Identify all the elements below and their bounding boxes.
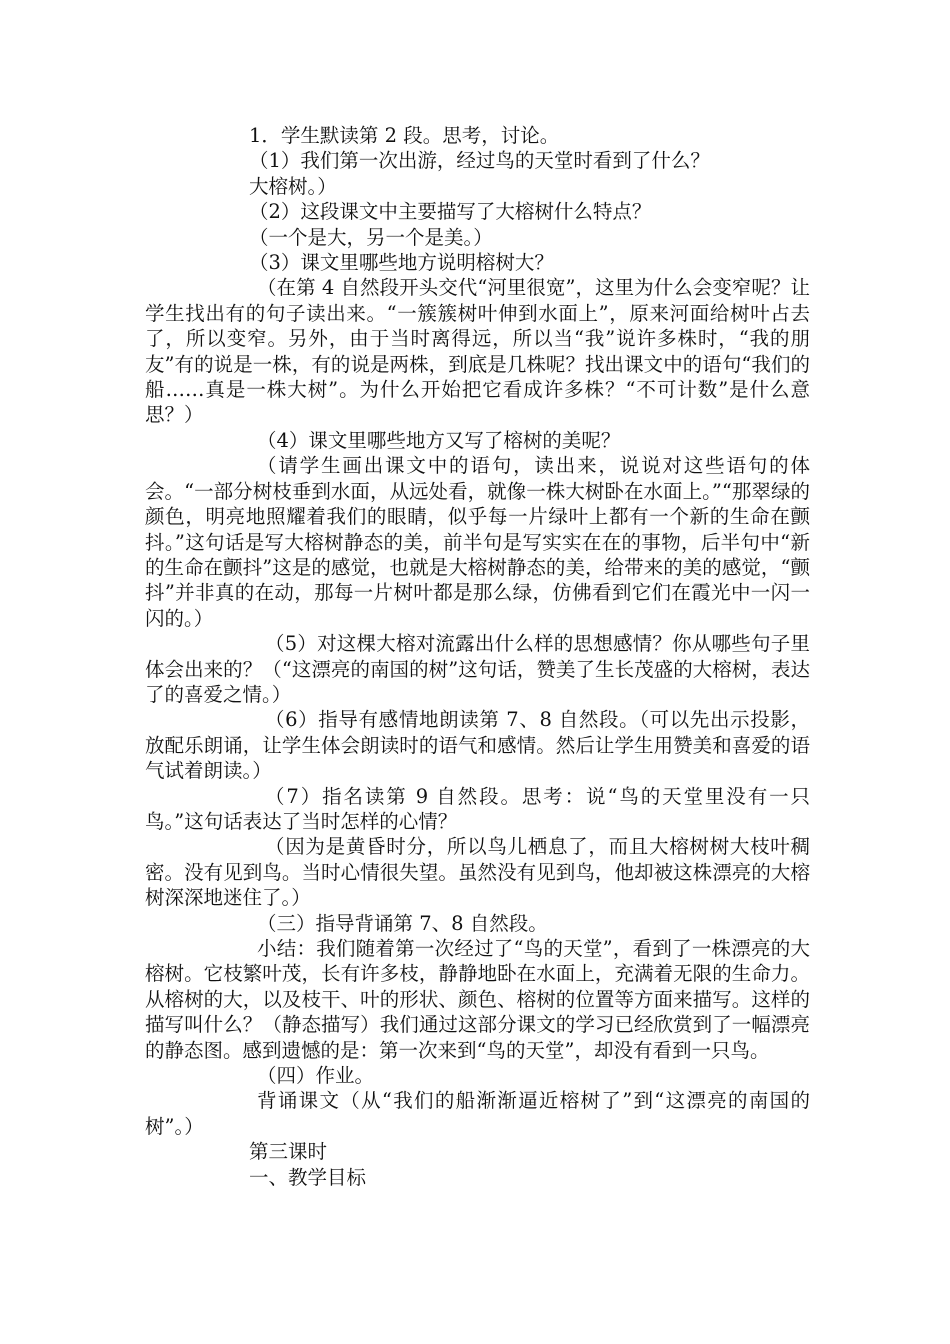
paragraph-12: （7）指名读第 9 自然段。思考：说“鸟的天堂里没有一只鸟。”这句话表达了当时怎样的心情？ bbox=[145, 784, 810, 833]
paragraph-15: 小结：我们随着第一次经过了“鸟的天堂”，看到了一株漂亮的大榕树。它枝繁叶茂，长有许多枝，静静地卧在水面上，充满着无限的生命力。从榕树的大，以及枝干、叶的形状、颜色、榕树的位置等方面来描写。这样的描写叫什么？（静态描写）我们通过这部分课文的学习已经欣赏到了一幅漂亮的静态图。感到遗憾的是：第一次来到“鸟的天堂”，却没有看到一只鸟。 bbox=[145, 937, 810, 1062]
paragraph-17: 背诵课文（从“我们的船渐渐逼近榕树了”到“这漂亮的南国的树”。） bbox=[145, 1089, 810, 1138]
paragraph-14: （三）指导背诵第 7、8 自然段。 bbox=[257, 911, 548, 935]
paragraph-11: （6）指导有感情地朗读第 7、8 自然段。（可以先出示投影，放配乐朗诵，让学生体会朗读时的语气和感情。然后让学生用赞美和喜爱的语气试着朗读。） bbox=[145, 708, 810, 783]
paragraph-8: （4）课文里哪些地方又写了榕树的美呢？ bbox=[257, 428, 621, 452]
paragraph-5: （一个是大，另一个是美。） bbox=[249, 225, 493, 249]
paragraph-9: （请学生画出课文中的语句，读出来，说说对这些语句的体会。“一部分树枝垂到水面，从远处看，就像一株大树卧在水面上。”“那翠绿的颜色，明亮地照耀着我们的眼睛，似乎每一片绿叶上都有一个新的生命在颤抖。”这句话是写大榕树静态的美，前半句是写实实在在的事物，后半句中“新的生命在颤抖”这是的感觉，也就是大榕树静态的美，给带来的美的感觉，“颤抖”并非真的在动，那每一片树叶都是那么绿，仿佛看到它们在霞光中一闪一闪的。） bbox=[145, 454, 810, 630]
paragraph-7: （在第 4 自然段开头交代“河里很宽”，这里为什么会变窄呢？让学生找出有的句子读出来。“一簇簇树叶伸到水面上”，原来河面给树叶占去了，所以变窄。另外，由于当时离得远，所以当“我”说许多株时，“我的朋友”有的说是一株，有的说是两株，到底是几株呢？找出课文中的语句“我们的船……真是一株大树”。为什么开始把它看成许多株？“不可计数”是什么意思？） bbox=[145, 276, 810, 427]
document-body bbox=[145, 123, 810, 1190]
paragraph-16: （四）作业。 bbox=[257, 1064, 375, 1088]
paragraph-13: （因为是黄昏时分，所以鸟儿栖息了，而且大榕树树大枝叶稠密。没有见到鸟。当时心情很失望。虽然没有见到鸟，他却被这株漂亮的大榕树深深地迷住了。） bbox=[145, 835, 810, 910]
paragraph-3: 大榕树。） bbox=[249, 174, 337, 198]
paragraph-2: （1）我们第一次出游，经过鸟的天堂时看到了什么？ bbox=[249, 149, 710, 173]
paragraph-4: （2）这段课文中主要描写了大榕树什么特点？ bbox=[249, 200, 652, 224]
subsection-heading: 一、教学目标 bbox=[249, 1165, 367, 1189]
paragraph-6: （3）课文里哪些地方说明榕树大？ bbox=[249, 251, 554, 275]
paragraph-1: 1．学生默读第 2 段。思考，讨论。 bbox=[249, 124, 560, 147]
paragraph-10: （5）对这棵大榕对流露出什么样的思想感情？你从哪些句子里体会出来的？（“这漂亮的南国的树”这句话，赞美了生长茂盛的大榕树，表达了的喜爱之情。） bbox=[145, 632, 810, 706]
section-heading: 第三课时 bbox=[249, 1140, 328, 1164]
